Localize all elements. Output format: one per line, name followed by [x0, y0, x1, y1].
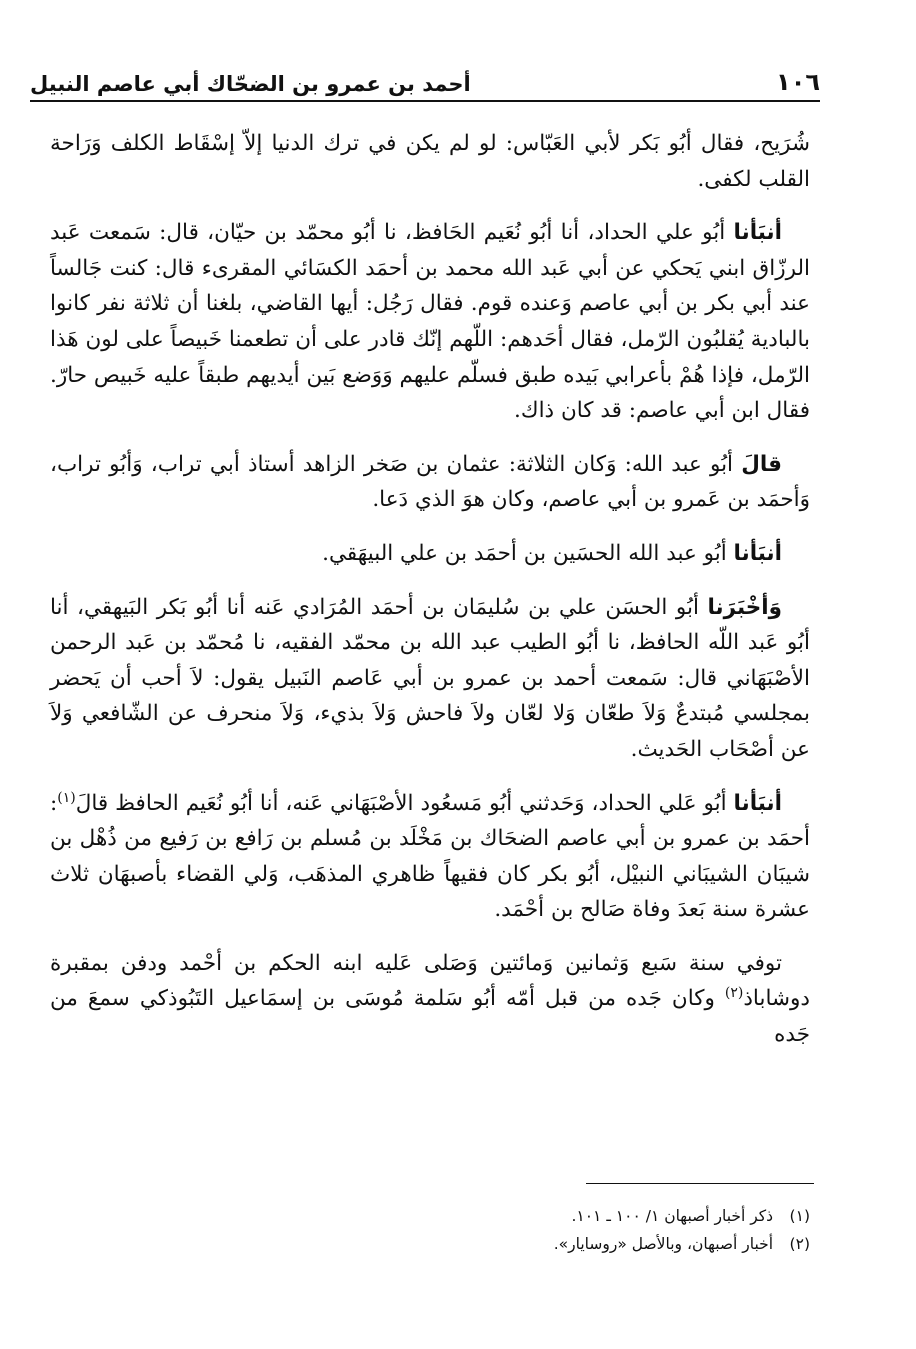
paragraph-lead-word: أنبَأنا [733, 220, 782, 246]
paragraph-text: أبُو عبد الله الحسَين بن أحمَد بن علي البيهَقي. [322, 540, 734, 566]
paragraph-3 [50, 447, 810, 518]
paragraph-7 [50, 946, 810, 1053]
paragraph-lead-word: قالَ [741, 451, 782, 477]
paragraph-lead-word: أنبَأنا [733, 540, 782, 566]
paragraph-lead-word: أنبَأنا [733, 790, 782, 816]
paragraph-text: توفي سنة سَبع وَثمانين وَمائتين وَصَلى عَليه ابنه الحكم بن أحْمد ودفن بمقبرة دوشاباذ [50, 950, 810, 1012]
paragraph-text: أبُو الحسَن علي بن سُليمَان بن أحمَد المُرَادي عَنه أنا أبُو بَكر البَيهقي، أنا أبُو عَبد اللّه الحافظ، نا أبُو الطيب عبد الله بن محمّد الفقيه، نا مُحمّد بن عَبد الرحمن الأصْبَهَاني قال: سَمعت أحمد بن عمرو بن أبي عَاصم النَبيل يقول: لاَ أحب أن يَحضر بمجلسي مُبتدعٌ وَلاَ طعّان وَلا لعّان ولاَ فاحش وَلاَ بذيء، وَلاَ منحرف عن الشّافعي وَلاَ عن أصْحَاب الحَديث. [50, 594, 810, 762]
paragraph-text: : أحمَد بن عمرو بن أبي عاصم الضحَاك بن مَخْلَد بن مُسلم بن رَافع بن رَفيع من ذُهْل بن شيبَان الشيبَاني النبيْل، أبُو بكر كان فقيهاً ظاهري المذهَب، وَلي القضاء بأصبهَان ثلاث عشرة سنة بَعدَ وفاة صَالح بن أحْمَد. [50, 790, 810, 923]
running-header [30, 62, 820, 102]
footnote-number: (١) [789, 1207, 810, 1225]
paragraph-5 [50, 590, 810, 768]
paragraph-text: أبُو عَلي الحداد، وَحَدثني أبُو مَسعُود الأصْبَهَاني عَنه، أنا أبُو نُعَيم الحافظ قالَ [75, 790, 734, 816]
paragraph-2 [50, 215, 810, 429]
page-number: ١٠٦ [776, 68, 820, 96]
body-text [50, 126, 810, 1071]
footnote-divider [586, 1183, 814, 1184]
paragraph-text: وكان جَده من قبل أمّه أبُو سَلمة مُوسَى بن إسمَاعيل التَبُوذكي سمعَ من جَده [50, 986, 810, 1048]
footnote-reference[interactable]: (١) [57, 789, 76, 806]
paragraph-lead-word: وَأخْبَرَنا [707, 594, 782, 620]
paragraph-6 [50, 786, 810, 928]
header-title: أحمد بن عمرو بن الضحّاك أبي عاصم النبيل [30, 72, 471, 96]
paragraph-text: أبُو عبد الله: وَكان الثلاثة: عثمان بن صَخر الزاهد أستاذ أبي تراب، وَأبُو تراب، وَأحمَد بن عَمرو بن أبي عاصم، وكان هوَ الذي دَعا. [50, 451, 810, 513]
footnote-text: أخبار أصبهان، وبالأصل «روسايار». [553, 1235, 774, 1253]
footnote-2 [50, 1232, 810, 1257]
paragraph-4 [50, 536, 810, 572]
footnotes [50, 1204, 810, 1260]
footnote-reference[interactable]: (٢) [724, 985, 744, 1002]
paragraph-1 [50, 126, 810, 197]
footnote-text: ذكر أخبار أصبهان ١/ ١٠٠ ـ ١٠١. [571, 1207, 774, 1225]
paragraph-text: شُرَيح، فقال أبُو بَكر لأبي العَبّاس: لو لم يكن في ترك الدنيا إلاّ إسْقَاط الكلف وَرَاحة القلب لكفى. [50, 131, 810, 192]
footnote-1 [50, 1204, 810, 1229]
footnote-number: (٢) [789, 1235, 810, 1253]
paragraph-text: أبُو علي الحداد، أنا أبُو نُعَيم الحَافظ، نا أبُو محمّد بن حيّان، قال: سَمعت عَبد الرزّاق ابني يَحكي عن أبي عَبد الله محمد بن أحمَد الكسَائي المقرىء قال: كنت جَالساً عند أبي بكر بن أبي عاصم وَعنده قوم. فقال رَجُل: أيها القاضي، بلغنا أن ثلاثة نفر كانوا بالبادية يُقلبُون الرّمل، فقال أحَدهم: اللّهم إنّك قادر على أن تطعمنا خَبيصاً على لون هَذا الرّمل، فإذا هُمْ بأعرابي بَيده طبق فسلّم عليهم وَوَضع بَين أيديهم طبقاً عليه خَبيص حارّ. فقال ابن أبي عاصم: قد كان ذاك. [50, 220, 810, 424]
